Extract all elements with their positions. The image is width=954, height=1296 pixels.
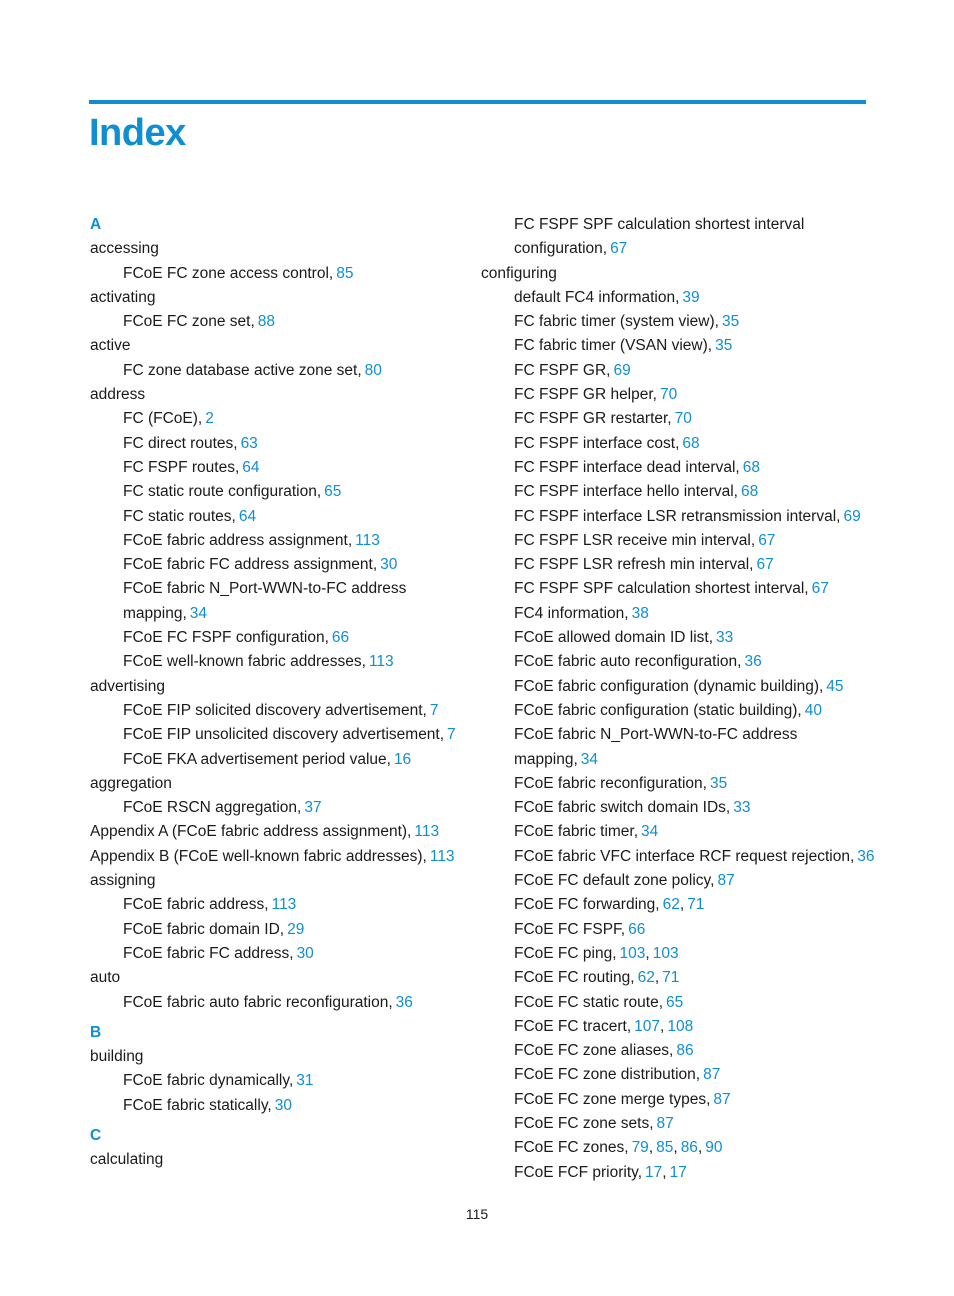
entry-text — [123, 918, 470, 942]
entry-label: FCoE FC zone aliases, — [514, 1042, 674, 1060]
page-reference-link[interactable]: 86 — [676, 1042, 694, 1060]
entry-text — [123, 796, 470, 820]
entry-text — [123, 723, 470, 747]
entry-text: FCoE FC tracert, 107, 108 — [514, 1017, 694, 1035]
entry-text — [123, 553, 470, 577]
entry-text — [514, 1063, 881, 1087]
page-reference-link[interactable]: 40 — [804, 701, 822, 719]
entry-label: FC FSPF LSR receive min interval, — [514, 531, 756, 549]
page-reference-link[interactable]: 64 — [242, 458, 260, 476]
entry-label: FC FSPF SPF calculation shortest interval, — [514, 580, 809, 598]
index-subentry — [481, 626, 881, 650]
entry-text — [514, 650, 881, 674]
page-reference-link[interactable]: 79 — [631, 1139, 649, 1157]
entry-label: FCoE fabric N_Port-WWN-to-FC address — [123, 580, 407, 598]
index-subentry — [481, 820, 881, 844]
entry-text — [514, 456, 881, 480]
entry-text — [123, 480, 470, 504]
page-reference-link[interactable]: 107 — [634, 1017, 661, 1035]
entry-text — [514, 723, 881, 747]
index-subentry — [481, 675, 881, 699]
entry-text: FCoE FC ping, 103, 103 — [514, 944, 679, 962]
entry-text: FCoE FC routing, 62, 71 — [514, 969, 680, 987]
page-reference-link[interactable]: 17 — [669, 1163, 687, 1181]
entry-text — [514, 675, 881, 699]
index-term — [90, 845, 470, 869]
page-reference-link[interactable]: 113 — [368, 653, 394, 671]
index-subentry — [90, 456, 470, 480]
entry-label: FCoE fabric reconfiguration, — [514, 774, 707, 792]
page-reference-link[interactable]: 88 — [257, 313, 276, 331]
entry-label: FCoE fabric statically, — [123, 1096, 272, 1114]
page-reference-link[interactable]: 30 — [274, 1096, 292, 1114]
page-title: Index — [89, 112, 186, 154]
page-reference-link[interactable]: 67 — [610, 240, 628, 258]
page-reference-link[interactable]: 113 — [414, 823, 440, 841]
index-subentry — [481, 1136, 881, 1160]
page-reference-link[interactable]: 87 — [656, 1114, 674, 1132]
index-subentry — [90, 918, 470, 942]
entry-label: FCoE allowed domain ID list, — [514, 629, 713, 647]
page-reference-link[interactable]: 68 — [740, 483, 759, 501]
page-reference-link[interactable]: 34 — [580, 750, 599, 768]
page-reference-link[interactable]: 87 — [713, 1090, 731, 1108]
entry-text — [514, 213, 881, 237]
entry-text — [514, 748, 881, 772]
index-subentry — [481, 1088, 881, 1112]
entry-text — [123, 359, 470, 383]
index-subentry — [481, 650, 881, 674]
entry-label: FC FSPF GR, — [514, 361, 611, 379]
entry-text — [514, 553, 881, 577]
index-subentry — [90, 748, 470, 772]
entry-text — [514, 237, 881, 261]
index-subentry — [481, 407, 881, 431]
index-subentry — [481, 553, 881, 577]
index-subentry — [90, 796, 470, 820]
index-subentry — [481, 505, 881, 529]
page-reference-link[interactable]: 90 — [705, 1139, 723, 1157]
entry-label: FCoE fabric switch domain IDs, — [514, 799, 731, 817]
index-subentry — [90, 553, 470, 577]
page-reference-link[interactable]: 85 — [336, 264, 354, 282]
entry-label: FCoE fabric FC address assignment, — [123, 556, 378, 574]
index-subentry — [481, 1039, 881, 1063]
entry-text — [123, 626, 470, 650]
entry-label: FCoE FC FSPF, — [514, 920, 626, 938]
entry-label: FCoE FC zones, — [514, 1139, 629, 1157]
entry-text — [514, 286, 881, 310]
page-reference-link[interactable]: 30 — [296, 944, 314, 962]
index-subentry — [481, 359, 881, 383]
index-subentry — [481, 772, 881, 796]
index-subentry — [90, 262, 470, 286]
index-term: assigning — [90, 872, 156, 890]
entry-text: FCoE FCF priority, 17, 17 — [514, 1163, 687, 1181]
entry-text — [90, 823, 439, 840]
index-subentry — [481, 529, 881, 553]
index-subentry — [481, 942, 881, 966]
page-reference-link[interactable]: 69 — [613, 361, 631, 379]
index-letter-heading: C — [90, 1126, 102, 1144]
index-subentry — [481, 918, 881, 942]
page-reference-link[interactable]: 113 — [355, 531, 380, 549]
entry-label: Appendix A (FCoE fabric address assignment), — [90, 823, 412, 841]
page-reference-link[interactable]: 70 — [674, 410, 692, 428]
entry-text — [123, 310, 470, 334]
index-subentry — [90, 893, 470, 917]
page-reference-link[interactable]: 86 — [680, 1139, 698, 1157]
index-subentry — [90, 1069, 470, 1093]
entry-label: Appendix B (FCoE well-known fabric addresses), — [90, 847, 427, 865]
entry-text — [123, 1094, 470, 1118]
page-reference-link[interactable]: 87 — [717, 872, 735, 890]
entry-label: FCoE well-known fabric addresses, — [123, 653, 366, 671]
entry-text — [123, 699, 470, 723]
entry-label: FCoE FC default zone policy, — [514, 872, 715, 890]
entry-text — [514, 626, 881, 650]
index-subentry — [90, 650, 470, 674]
entry-text — [123, 893, 470, 917]
page-reference-link[interactable]: 38 — [631, 604, 649, 622]
entry-text — [514, 505, 881, 529]
entry-label: FCoE FC zone set, — [123, 313, 255, 331]
page-reference-link[interactable]: 2 — [205, 410, 214, 428]
index-term: aggregation — [90, 774, 172, 792]
entry-text — [514, 334, 881, 358]
entry-text — [514, 529, 881, 553]
entry-text — [514, 1039, 881, 1063]
index-subentry — [481, 1112, 881, 1136]
index-subentry — [481, 310, 881, 334]
page-reference-link[interactable]: 62 — [662, 896, 680, 914]
entry-label: FC FSPF routes, — [123, 458, 240, 476]
entry-text — [123, 942, 470, 966]
page-reference-link[interactable]: 37 — [304, 799, 322, 817]
index-term: active — [90, 337, 131, 355]
page-reference-link[interactable]: 7 — [429, 701, 439, 719]
entry-label: configuration, — [514, 240, 608, 258]
index-term: advertising — [90, 677, 165, 695]
entry-label: FCoE FC zone sets, — [514, 1114, 654, 1132]
index-subentry — [481, 869, 881, 893]
entry-label: FCoE FC static route, — [514, 993, 664, 1011]
index-subentry — [481, 432, 881, 456]
entry-label: FCoE FC FSPF configuration, — [123, 629, 329, 647]
entry-label: FC FSPF interface hello interval, — [514, 483, 738, 501]
entry-text — [123, 262, 470, 286]
index-subentry — [90, 991, 470, 1015]
page-reference-link[interactable]: 39 — [682, 288, 700, 306]
page-reference-link[interactable]: 36 — [744, 653, 762, 671]
entry-label: FCoE FC tracert, — [514, 1017, 632, 1035]
entry-label: FC FSPF SPF calculation shortest interval — [514, 216, 805, 233]
entry-label: FCoE fabric auto fabric reconfiguration, — [123, 993, 393, 1011]
page-reference-link[interactable]: 64 — [238, 507, 257, 525]
entry-label: FCoE fabric domain ID, — [123, 920, 285, 938]
index-subentry — [481, 699, 881, 723]
index-column-left — [90, 213, 470, 1173]
index-subentry — [481, 577, 881, 601]
entry-text — [514, 991, 881, 1015]
entry-label: FCoE FKA advertisement period value, — [123, 750, 391, 768]
page-reference-link[interactable]: 85 — [656, 1139, 674, 1157]
entry-text — [514, 577, 881, 601]
page-reference-link[interactable]: 68 — [682, 434, 700, 452]
page-reference-link[interactable]: 63 — [240, 434, 258, 452]
index-subentry — [481, 383, 881, 407]
entry-label: FCoE fabric N_Port-WWN-to-FC address — [514, 726, 798, 744]
entry-text — [514, 796, 881, 820]
entry-label: FCoE FIP solicited discovery advertisement, — [123, 701, 427, 719]
entry-label: FCoE FC zone merge types, — [514, 1090, 711, 1108]
index-subentry — [90, 480, 470, 504]
entry-text — [123, 505, 470, 529]
entry-label: default FC4 information, — [514, 288, 680, 306]
page-reference-link[interactable]: 36 — [395, 993, 413, 1011]
index-term: activating — [90, 288, 156, 306]
page-reference-link[interactable]: 103 — [652, 944, 679, 962]
entry-label: FCoE fabric auto reconfiguration, — [514, 653, 742, 671]
entry-label: FCoE fabric configuration (static building), — [514, 701, 802, 719]
entry-label: FCoE FC zone access control, — [123, 264, 334, 282]
index-subentry — [90, 942, 470, 966]
index-subentry — [481, 602, 881, 626]
index-term: configuring — [481, 264, 557, 282]
entry-text — [514, 918, 881, 942]
entry-text — [123, 407, 470, 431]
page-reference-link[interactable]: 7 — [447, 726, 456, 744]
entry-label: FCoE fabric timer, — [514, 823, 639, 841]
entry-text — [514, 602, 881, 626]
page-reference-link[interactable]: 34 — [641, 823, 659, 841]
entry-label: FCoE FC ping, — [514, 944, 617, 962]
page-reference-link[interactable]: 69 — [843, 507, 861, 525]
entry-label: FCoE FC zone distribution, — [514, 1066, 701, 1084]
entry-text — [123, 748, 470, 772]
page-reference-link[interactable]: 35 — [715, 337, 733, 355]
index-term: accessing — [90, 240, 159, 258]
page-reference-link[interactable]: 68 — [742, 458, 760, 476]
entry-text — [514, 432, 881, 456]
entry-label: FC FSPF LSR refresh min interval, — [514, 556, 754, 574]
index-subentry — [481, 845, 881, 869]
entry-label: FCoE fabric VFC interface RCF request rejection, — [514, 847, 855, 865]
page-reference-link[interactable]: 17 — [645, 1163, 663, 1181]
page-reference-link[interactable]: 65 — [324, 483, 342, 501]
page-reference-link[interactable]: 67 — [756, 556, 774, 574]
entry-label: mapping, — [123, 604, 187, 622]
index-subentry — [90, 699, 470, 723]
index-subentry — [481, 334, 881, 358]
entry-label: FCoE FC forwarding, — [514, 896, 660, 914]
entry-label: FC FSPF interface cost, — [514, 434, 680, 452]
page-reference-link[interactable]: 71 — [662, 969, 680, 987]
entry-text — [514, 407, 881, 431]
index-subentry — [481, 723, 881, 772]
page-reference-link[interactable]: 35 — [721, 313, 740, 331]
entry-text: FCoE FC forwarding, 62, 71 — [514, 896, 705, 914]
entry-text: FCoE FC zones, 79, 85, 86, 90 — [514, 1139, 723, 1157]
entry-label: FCoE fabric address, — [123, 896, 269, 914]
page-reference-link[interactable]: 31 — [296, 1072, 314, 1090]
entry-label: FC fabric timer (system view), — [514, 313, 719, 331]
entry-text — [514, 772, 881, 796]
entry-label: FC4 information, — [514, 604, 629, 622]
page-reference-link[interactable]: 108 — [667, 1017, 694, 1035]
page-reference-link[interactable]: 35 — [709, 774, 728, 792]
page-reference-link[interactable]: 70 — [659, 386, 678, 404]
index-subentry — [90, 505, 470, 529]
page-reference-link[interactable]: 33 — [716, 629, 734, 647]
entry-text — [123, 529, 470, 553]
index-subentry — [481, 1161, 881, 1185]
index-subentry — [481, 286, 881, 310]
entry-label: FCoE FIP unsolicited discovery advertisement, — [123, 726, 445, 744]
entry-text — [514, 845, 881, 869]
entry-label: FC FSPF interface LSR retransmission interval, — [514, 507, 841, 525]
index-subentry — [481, 991, 881, 1015]
entry-label: FC (FCoE), — [123, 410, 203, 428]
index-subentry — [90, 626, 470, 650]
entry-label: FCoE FCF priority, — [514, 1163, 643, 1181]
page-reference-link[interactable]: 71 — [687, 896, 705, 914]
index-subentry — [481, 480, 881, 504]
index-term: calculating — [90, 1151, 164, 1169]
index-subentry — [90, 1094, 470, 1118]
page-reference-link[interactable]: 30 — [380, 556, 398, 574]
entry-text — [514, 383, 881, 407]
page-reference-link[interactable]: 66 — [331, 629, 350, 647]
entry-label: FCoE fabric address assignment, — [123, 531, 353, 549]
page-reference-link[interactable]: 87 — [703, 1066, 721, 1084]
entry-text — [514, 1112, 881, 1136]
page-reference-link[interactable]: 67 — [811, 580, 829, 598]
index-subentry — [90, 529, 470, 553]
index-subentry — [90, 723, 470, 747]
entry-text — [123, 456, 470, 480]
entry-label: FCoE fabric FC address, — [123, 944, 294, 962]
index-subentry — [90, 577, 470, 626]
entry-label: FC static routes, — [123, 507, 236, 525]
entry-label: FCoE RSCN aggregation, — [123, 799, 302, 817]
entry-text — [90, 848, 455, 865]
entry-text — [514, 699, 881, 723]
index-subentry — [90, 310, 470, 334]
page-reference-link[interactable]: 80 — [364, 361, 382, 379]
index-term: auto — [90, 969, 121, 987]
index-subentry — [90, 359, 470, 383]
entry-text — [123, 991, 470, 1015]
page-reference-link[interactable]: 16 — [393, 750, 412, 768]
entry-label: FC direct routes, — [123, 434, 238, 452]
entry-text — [514, 480, 881, 504]
entry-text — [514, 1088, 881, 1112]
index-subentry — [481, 796, 881, 820]
entry-label: FC FSPF GR restarter, — [514, 410, 672, 428]
page-reference-link[interactable]: 67 — [758, 531, 776, 549]
entry-label: FC zone database active zone set, — [123, 361, 362, 379]
entry-text — [514, 310, 881, 334]
entry-label: FCoE fabric dynamically, — [123, 1072, 294, 1090]
header-rule — [89, 100, 866, 104]
entry-text — [123, 577, 470, 601]
index-column-right — [481, 213, 881, 1185]
entry-text — [123, 602, 470, 626]
page-reference-link[interactable]: 113 — [271, 896, 297, 914]
page-reference-link[interactable]: 62 — [637, 969, 655, 987]
index-subentry — [481, 213, 881, 262]
entry-label: FC FSPF GR helper, — [514, 386, 657, 404]
page-reference-link[interactable]: 36 — [857, 847, 875, 865]
entry-label: FC static route configuration, — [123, 483, 322, 501]
page-number: 115 — [465, 1206, 489, 1222]
index-subentry — [90, 407, 470, 431]
entry-text — [123, 432, 470, 456]
entry-label: FCoE FC routing, — [514, 969, 635, 987]
page-reference-link[interactable]: 113 — [429, 847, 455, 865]
index-term: address — [90, 386, 146, 404]
index-subentry — [481, 966, 881, 990]
page-reference-link[interactable]: 29 — [287, 920, 305, 938]
index-letter-heading: A — [90, 216, 102, 233]
index-letter-heading: B — [90, 1023, 102, 1041]
entry-text — [514, 359, 881, 383]
page-reference-link[interactable]: 45 — [826, 677, 844, 695]
index-term — [90, 820, 470, 844]
index-subentry — [481, 1015, 881, 1039]
index-subentry — [481, 456, 881, 480]
page-reference-link[interactable]: 33 — [733, 799, 751, 817]
index-subentry — [481, 893, 881, 917]
page-reference-link[interactable]: 103 — [619, 944, 646, 962]
index-subentry — [481, 1063, 881, 1087]
index-subentry — [90, 432, 470, 456]
entry-label: mapping, — [514, 750, 578, 768]
entry-text — [514, 820, 881, 844]
index-term: building — [90, 1048, 144, 1066]
entry-label: FCoE fabric configuration (dynamic building), — [514, 677, 824, 695]
entry-text — [514, 869, 881, 893]
page-reference-link[interactable]: 34 — [189, 604, 208, 622]
entry-text — [123, 650, 470, 674]
entry-label: FC fabric timer (VSAN view), — [514, 337, 713, 355]
page-reference-link[interactable]: 65 — [666, 993, 684, 1011]
page-reference-link[interactable]: 66 — [628, 920, 646, 938]
entry-label: FC FSPF interface dead interval, — [514, 458, 740, 476]
entry-text — [123, 1069, 470, 1093]
